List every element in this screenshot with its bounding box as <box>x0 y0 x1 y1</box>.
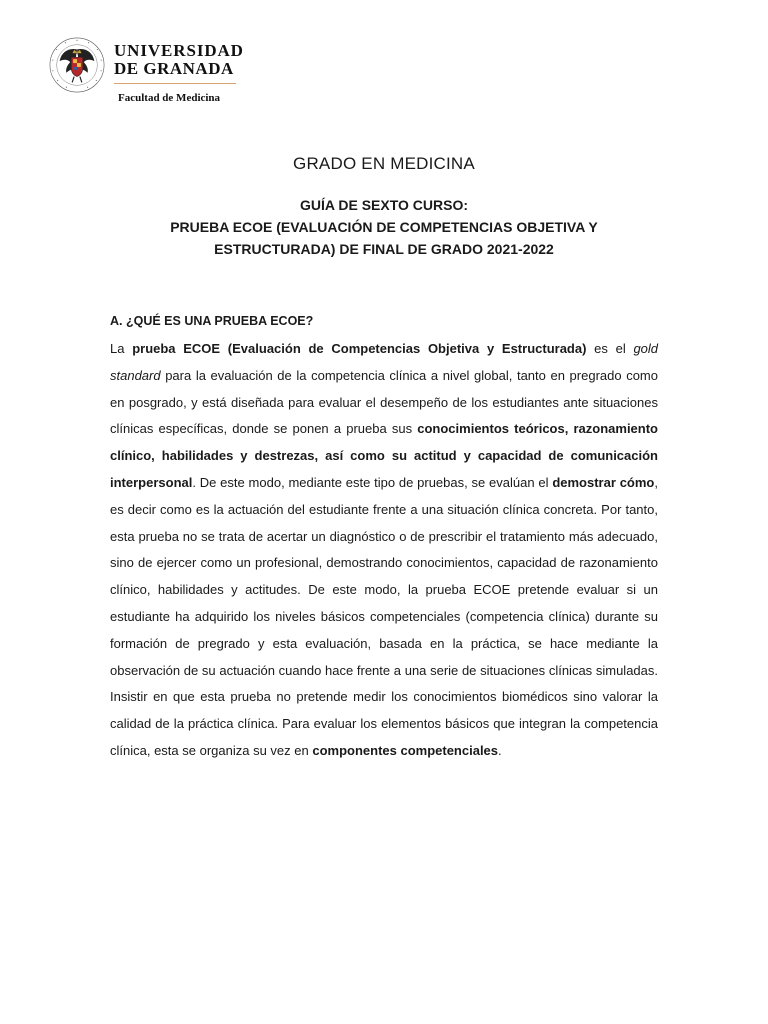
section-a-paragraph <box>110 336 658 765</box>
header-divider <box>114 83 236 84</box>
para-bold-ecoe: prueba ECOE (Evaluación de Competencias Objetiva y Estructurada) <box>132 341 587 356</box>
section-a-heading: A. ¿QUÉ ES UNA PRUEBA ECOE? <box>110 314 314 328</box>
para-text-1: La <box>110 341 133 356</box>
para-bold-demostrar: demostrar cómo <box>552 474 655 490</box>
para-text-11: . <box>498 742 502 758</box>
para-text-7: . De este modo, mediante este tipo de pruebas, se evalúan el <box>192 474 553 490</box>
para-text-3: es el <box>586 341 634 356</box>
subtitle-line-3: ESTRUCTURADA) DE FINAL DE GRADO 2021-2022 <box>214 241 554 257</box>
document-title: GRADO EN MEDICINA <box>293 154 475 173</box>
para-bold-competencias: conocimientos teóricos, razonamiento clínico, habilidades y destrezas, así como su actitud y capacidad de comunicación interpersonal <box>110 421 659 490</box>
para-italic-gold-standard: gold standard <box>110 341 659 383</box>
university-name <box>114 42 244 78</box>
subtitle-line-1: GUÍA DE SEXTO CURSO: <box>299 197 469 213</box>
subtitle-line-2: PRUEBA ECOE (EVALUACIÓN DE COMPETENCIAS OBJETIVA Y <box>170 219 598 235</box>
university-seal-icon <box>48 36 106 94</box>
para-text-9: , es decir como es la actuación del estudiante frente a una situación clínica concreta. Por tanto, esta prueba no se trata de acertar un diagnóstico o de prescribir el tratamiento más adecuado, sino de ejercer como un profesional, demostrando conocimientos, capacidad de razonamiento clínico, habilidades y actitudes. De este modo, la prueba ECOE pretende evaluar si un estudiante ha adquirido los niveles básicos competenciales (competencia clínica) durante su formación de pregrado y esta evaluación, basada en la práctica, se hace mediante la observación de su actuación cuando hace frente a una serie de situaciones clínicas simuladas. Insistir en que esta prueba no pretende medir los conocimientos biomédicos sino valorar la calidad de la práctica clínica. Para evaluar los elementos básicos que integran la competencia clínica, esta se organiza su vez en <box>110 474 658 758</box>
document-subtitle <box>120 194 648 260</box>
university-header <box>44 30 244 110</box>
para-text-5: para la evaluación de la competencia clínica a nivel global, tanto en pregrado como en posgrado, y está diseñada para evaluar el desempeño de los estudiantes ante situaciones clínicas específicas, donde se ponen a prueba sus <box>110 367 658 437</box>
university-name-line2: DE GRANADA <box>114 59 234 78</box>
university-name-line1: UNIVERSIDAD <box>114 41 244 60</box>
faculty-name: Facultad de Medicina <box>118 92 221 104</box>
para-bold-componentes: componentes competenciales <box>312 742 499 758</box>
